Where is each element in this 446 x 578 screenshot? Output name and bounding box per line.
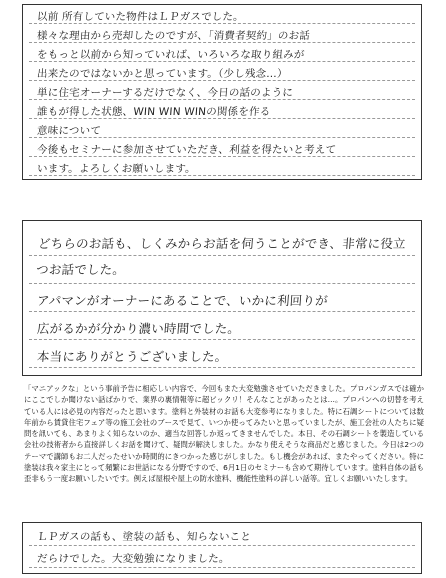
handwritten-line: 以前 所有していた物件はＬＰガスでした。 <box>36 11 245 23</box>
ruled-line <box>29 118 415 119</box>
ruled-line <box>29 42 415 43</box>
handwritten-line: 今後もセミナーに参加させていただき、利益を得たいと考えて <box>36 144 337 156</box>
handwritten-line: ＬＰガスの話も、塗装の話も、知らないこと <box>36 531 252 543</box>
ruled-line <box>29 339 415 340</box>
ruled-line <box>29 61 415 62</box>
ruled-line <box>29 567 415 568</box>
handwritten-line: 広がるかが分かり濃い時間でした。 <box>36 321 241 336</box>
handwritten-comment-card-1 <box>22 4 422 180</box>
handwritten-line: 出来たのではないかと思っています。（少し残念…） <box>36 68 289 80</box>
typed-comment-paragraph: 「マニアックな」という事前予告に相応しい内容で、今回もまた大変勉強させていただきました。プロパンガスでは確かにここでしか聞けない話ばかりで、業界の裏情報等に超ビックリ！そんなことがあったとは…。プロパンへの切替を考えている人には必見の内容だったと思います。塗料と外装材のお話も大変参考になりました。特に石調シートについては数年前から賃貸住宅フェア等の施工会社のブースで見て、いつか使ってみたいと思っていましたが、施工会社の人たちに疑問を訊いても、あまりよく知らないのか、適当な回答しか返ってきませんでした。本日、その石調シートを製造している会社の技術者から直接詳しくお話を聞けて、疑問が解決しました。かなり使えそうな商品だと感じました。今日は2つのテーマで講師もお二人だったせいか時間的にきつかった感じがしました。もし機会があれば、またやってください。特に塗装は我々家主にとって頻繁にお世話になる分野ですので、6月1日のセミナーも含めて期待しています。塗料自体の話も歪非もう一度お願いしたいです。例えば屋根や屋上の防水塗料、機能性塗料の詳しい話等。宜しくお願いいたします。 <box>24 384 424 484</box>
ruled-line <box>29 23 415 24</box>
ruled-line <box>29 367 415 368</box>
handwritten-line: をもっと以前から知っていれば、いろいろな取り組みが <box>36 49 305 61</box>
ruled-line <box>29 99 415 100</box>
ruled-line <box>29 80 415 81</box>
ruled-line <box>29 311 415 312</box>
ruled-line <box>29 175 415 176</box>
handwritten-comment-card-2 <box>22 220 422 376</box>
handwritten-line: 単に住宅オーナーするだけでなく、今日の話のように <box>36 87 294 99</box>
handwritten-line: どちらのお話も、しくみからお話を伺うことができ、非常に役立つお話でした。 <box>35 236 407 277</box>
ruled-line <box>29 545 415 546</box>
handwritten-line: アパマンがオーナーにあることで、いかに利回りが <box>36 293 329 308</box>
handwritten-line: います。よろしくお願いします。 <box>36 163 197 175</box>
ruled-line <box>29 156 415 157</box>
handwritten-line: だらけでした。大変勉強になりました。 <box>36 553 231 565</box>
handwritten-line: 誰もが得した状態、WIN WIN WINの関係を作る <box>36 106 271 118</box>
handwritten-line: 本当にありがとうございました。 <box>36 349 229 364</box>
handwritten-comment-card-3 <box>22 522 422 574</box>
handwritten-line: 様々な理由から売却したのですが、「消費者契約」のお話 <box>36 30 311 42</box>
handwritten-line: 意味について <box>36 125 102 137</box>
ruled-line <box>29 137 415 138</box>
